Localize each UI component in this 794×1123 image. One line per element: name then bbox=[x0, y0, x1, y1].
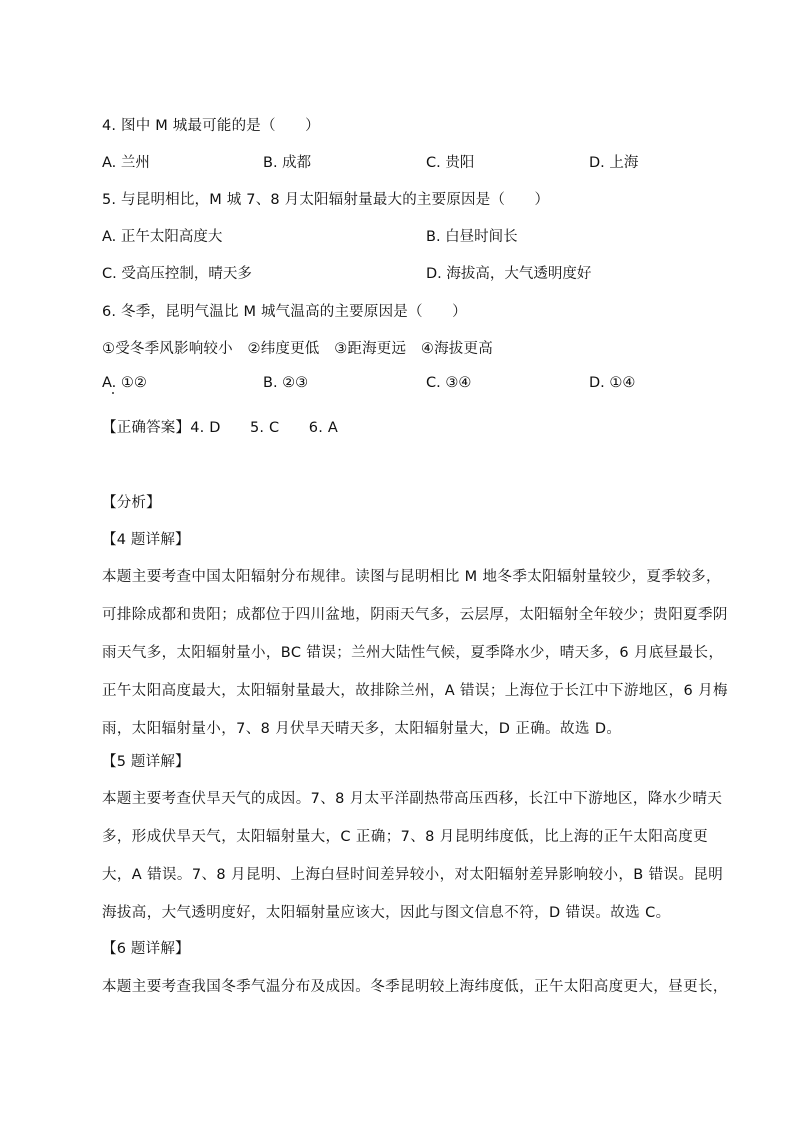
question-6-stem: 6. 冬季，昆明气温比 M 城气温高的主要原因是（ ） bbox=[102, 304, 467, 320]
question-6-option-d: D. ①④ bbox=[589, 375, 636, 391]
analysis-q4-line: 本题主要考查中国太阳辐射分布规律。读图与昆明相比 M 地冬季太阳辐射量较少，夏季较多， bbox=[102, 569, 721, 585]
correct-answer: 【正确答案】4. D 5. C 6. A bbox=[102, 420, 338, 436]
question-5-option-c: C. 受高压控制，晴天多 bbox=[102, 266, 252, 282]
analysis-q5-line: 多，形成伏旱天气，太阳辐射量大，C 正确；7、8 月昆明纬度低，比上海的正午太阳高度更 bbox=[102, 829, 708, 845]
question-6-option-c: C. ③④ bbox=[426, 375, 472, 391]
question-5-option-d: D. 海拔高，大气透明度好 bbox=[426, 266, 592, 282]
question-5-stem: 5. 与昆明相比，M 城 7、8 月太阳辐射量最大的主要原因是（ ） bbox=[102, 192, 550, 208]
question-4-stem: 4. 图中 M 城最可能的是（ ） bbox=[102, 118, 320, 134]
question-4-option-a: A. 兰州 bbox=[102, 155, 150, 171]
question-5-option-b: B. 白昼时间长 bbox=[426, 229, 518, 245]
analysis-q6-heading: 【6 题详解】 bbox=[102, 941, 190, 957]
question-4-option-c: C. 贵阳 bbox=[426, 155, 475, 171]
analysis-q6-line: 本题主要考查我国冬季气温分布及成因。冬季昆明较上海纬度低，正午太阳高度更大，昼更长， bbox=[102, 979, 728, 995]
question-4-option-d: D. 上海 bbox=[589, 155, 639, 171]
analysis-q4-paragraph bbox=[102, 558, 728, 748]
analysis-q4-line: 雨，太阳辐射量小，7、8 月伏旱天晴天多，太阳辐射量大，D 正确。故选 D。 bbox=[102, 721, 622, 737]
analysis-q5-line: 本题主要考查伏旱天气的成因。7、8 月太平洋副热带高压西移，长江中下游地区，降水少晴天 bbox=[102, 791, 723, 807]
analysis-q4-line: 可排除成都和贵阳；成都位于四川盆地，阴雨天气多，云层厚，太阳辐射全年较少；贵阳夏季阴 bbox=[102, 607, 728, 623]
analysis-heading: 【分析】 bbox=[102, 495, 161, 511]
question-6-option-a: A. ①② bbox=[102, 375, 147, 391]
question-6-statements: ①受冬季风影响较小 ②纬度更低 ③距海更远 ④海拔更高 bbox=[102, 341, 493, 357]
analysis-q4-line: 雨天气多，太阳辐射量小，BC 错误；兰州大陆性气候，夏季降水少，晴天多，6 月底昼最长， bbox=[102, 645, 724, 661]
analysis-q5-paragraph bbox=[102, 780, 724, 932]
analysis-q4-line: 正午太阳高度最大，太阳辐射量最大，故排除兰州，A 错误；上海位于长江中下游地区，6 月梅 bbox=[102, 683, 728, 699]
question-4-option-b: B. 成都 bbox=[263, 155, 312, 171]
analysis-q5-line: 大，A 错误。7、8 月昆明、上海白昼时间差异较小，对太阳辐射差异影响较小，B 错误。昆明 bbox=[102, 867, 724, 883]
stray-dot-mark bbox=[112, 392, 114, 394]
analysis-q4-heading: 【4 题详解】 bbox=[102, 532, 190, 548]
analysis-q5-heading: 【5 题详解】 bbox=[102, 754, 190, 770]
question-6-option-b: B. ②③ bbox=[263, 375, 309, 391]
analysis-q5-line: 海拔高，大气透明度好，太阳辐射量应该大，因此与图文信息不符，D 错误。故选 C。 bbox=[102, 905, 671, 921]
analysis-q6-paragraph bbox=[102, 968, 728, 1006]
question-5-option-a: A. 正午太阳高度大 bbox=[102, 229, 223, 245]
